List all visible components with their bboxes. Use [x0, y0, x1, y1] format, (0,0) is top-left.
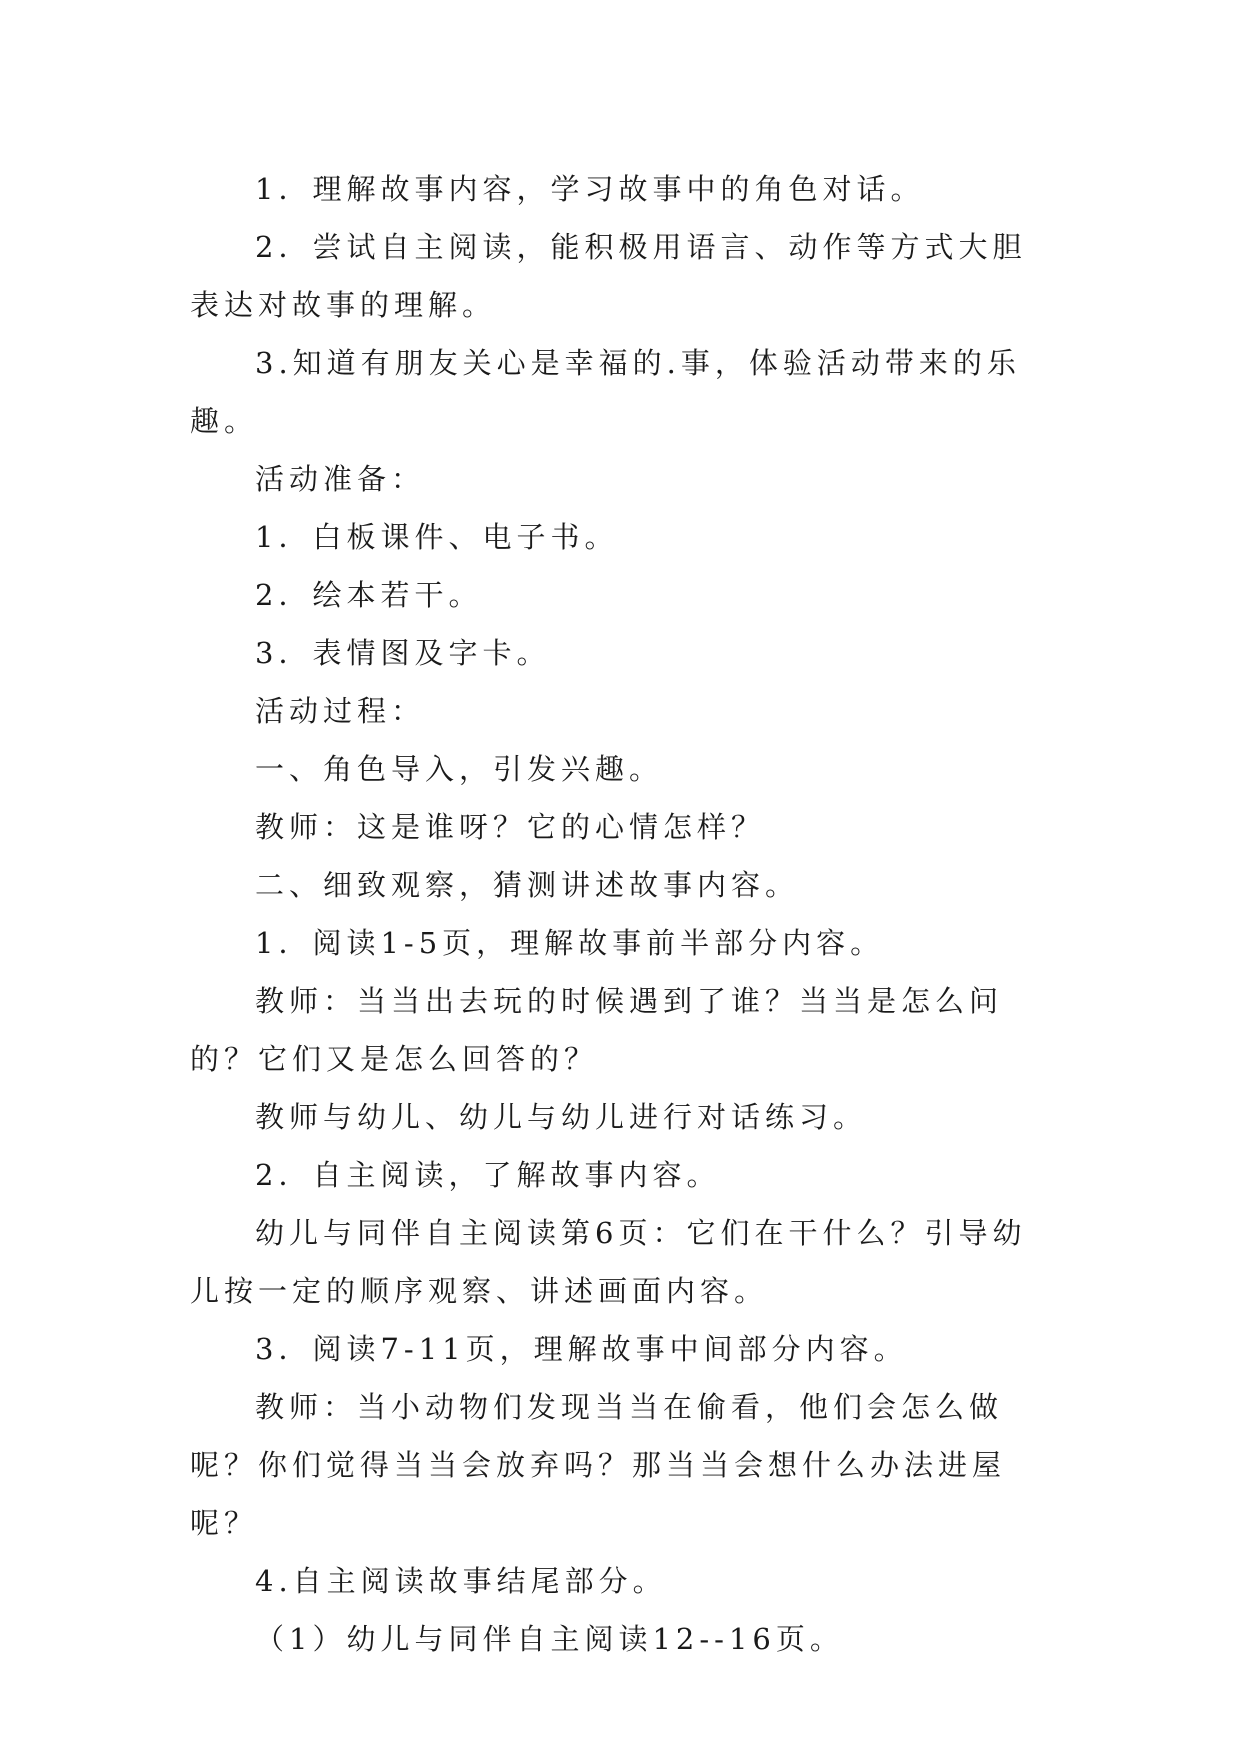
preparation-item-3: 3．表情图及字卡。 — [255, 636, 551, 670]
reading-pages-1-5: 1．阅读1-5页，理解故事前半部分内容。 — [255, 926, 885, 960]
dialogue-practice: 教师与幼儿、幼儿与幼儿进行对话练习。 — [255, 1100, 868, 1134]
section-heading-preparation: 活动准备： — [255, 462, 426, 496]
preparation-item-1: 1．白板课件、电子书。 — [255, 520, 619, 554]
reading-page-6: 幼儿与同伴自主阅读第6页：它们在干什么？引导幼儿按一定的顺序观察、讲述画面内容。 — [190, 1216, 1027, 1308]
teacher-question-1: 教师：这是谁呀？它的心情怎样？ — [255, 810, 766, 844]
reading-pages-12-16: （1）幼儿与同伴自主阅读12--16页。 — [255, 1622, 844, 1656]
objective-1: 1．理解故事内容，学习故事中的角色对话。 — [255, 172, 925, 206]
objective-2: 2．尝试自主阅读，能积极用语言、动作等方式大胆表达对故事的理解。 — [190, 230, 1027, 322]
document-body — [190, 160, 1060, 1668]
reading-pages-7-11: 3．阅读7-11页，理解故事中间部分内容。 — [255, 1332, 908, 1366]
teacher-question-2: 教师：当当出去玩的时候遇到了谁？当当是怎么问的？它们又是怎么回答的？ — [190, 984, 1004, 1076]
process-step-1-heading: 一、角色导入，引发兴趣。 — [255, 752, 664, 786]
process-step-2-heading: 二、细致观察，猜测讲述故事内容。 — [255, 868, 800, 902]
objective-3: 3.知道有朋友关心是幸福的.事，体验活动带来的乐趣。 — [190, 346, 1021, 438]
independent-reading: 2．自主阅读，了解故事内容。 — [255, 1158, 721, 1192]
teacher-question-3: 教师：当小动物们发现当当在偷看，他们会怎么做呢？你们觉得当当会放弃吗？那当当会想什么办法进屋呢？ — [190, 1390, 1007, 1540]
reading-ending: 4.自主阅读故事结尾部分。 — [255, 1564, 667, 1598]
section-heading-process: 活动过程： — [255, 694, 426, 728]
preparation-item-2: 2．绘本若干。 — [255, 578, 483, 612]
